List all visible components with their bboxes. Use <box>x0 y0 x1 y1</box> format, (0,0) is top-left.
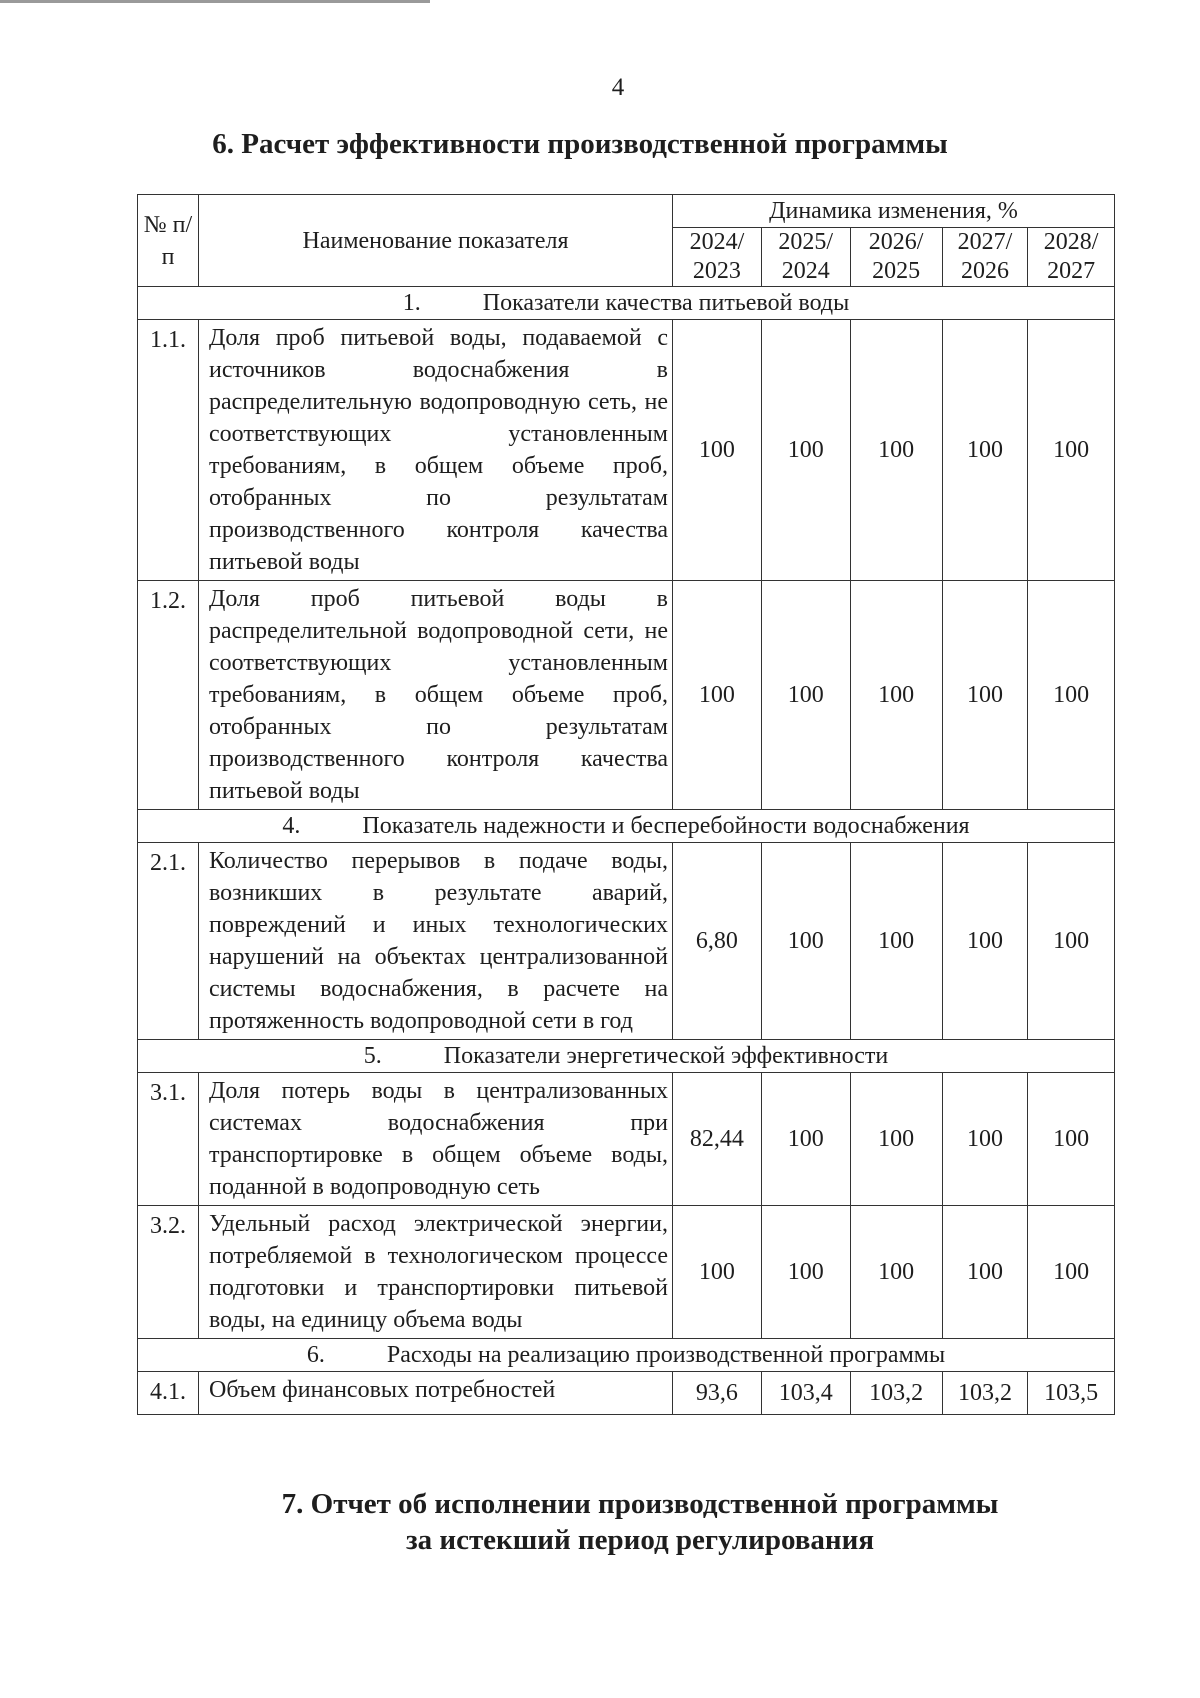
value-cell: 100 <box>1028 581 1115 810</box>
value-cell: 100 <box>673 1206 762 1339</box>
year-header: 2026/ 2025 <box>850 228 942 287</box>
value-cell: 103,5 <box>1028 1372 1115 1415</box>
value-cell: 103,4 <box>761 1372 850 1415</box>
group-number: 4. <box>282 813 301 839</box>
col-header-num: № п/п <box>138 195 199 287</box>
page-number: 4 <box>611 74 625 101</box>
table-body <box>138 195 1115 1415</box>
value-cell: 103,2 <box>942 1372 1028 1415</box>
row-number: 3.2. <box>138 1206 199 1339</box>
section-7-title-line-2: за истекший период регулирования <box>405 1524 875 1556</box>
section-7-title <box>0 1486 1200 1558</box>
value-cell: 100 <box>1028 843 1115 1040</box>
col-header-dynamics: Динамика изменения, % <box>673 195 1115 228</box>
value-cell: 100 <box>673 320 762 581</box>
section-7-title-line-1: 7. Отчет об исполнении производственной программы <box>281 1488 999 1520</box>
indicator-name: Доля проб питьевой воды, подаваемой с источников водоснабжения в распределительную водопроводную сеть, не соответствующих установленным требованиям, в общем объеме проб, отобранных по результатам производственного контроля качества питьевой воды <box>198 320 672 581</box>
value-cell: 100 <box>942 843 1028 1040</box>
table-row <box>138 320 1115 581</box>
value-cell: 100 <box>850 1206 942 1339</box>
value-cell: 100 <box>761 1206 850 1339</box>
year-header: 2027/ 2026 <box>942 228 1028 287</box>
indicator-name: Объем финансовых потребностей <box>198 1372 672 1415</box>
value-cell: 100 <box>761 843 850 1040</box>
group-row <box>138 287 1115 320</box>
value-cell: 100 <box>761 1073 850 1206</box>
group-title: Показатели энергетической эффективности <box>443 1043 889 1069</box>
group-row <box>138 1040 1115 1073</box>
group-heading <box>138 1040 1115 1073</box>
year-header: 2025/ 2024 <box>761 228 850 287</box>
value-cell: 100 <box>942 581 1028 810</box>
indicator-name: Доля потерь воды в централизованных системах водоснабжения при транспортировке в общем объеме воды, поданной в водопроводную сеть <box>198 1073 672 1206</box>
value-cell: 100 <box>1028 1073 1115 1206</box>
section-6-title: 6. Расчет эффективности производственной программы <box>212 128 948 160</box>
year-header: 2024/ 2023 <box>673 228 762 287</box>
value-cell: 103,2 <box>850 1372 942 1415</box>
efficiency-table <box>137 194 1115 1415</box>
group-title: Расходы на реализацию производственной программы <box>386 1342 946 1368</box>
group-number: 5. <box>363 1043 382 1069</box>
row-number: 4.1. <box>138 1372 199 1415</box>
group-row <box>138 1339 1115 1372</box>
table-row <box>138 581 1115 810</box>
indicator-name: Доля проб питьевой воды в распределительной водопроводной сети, не соответствующих установленным требованиям, в общем объеме проб, отобранных по результатам производственного контроля качества питьевой воды <box>198 581 672 810</box>
value-cell: 93,6 <box>673 1372 762 1415</box>
row-number: 1.2. <box>138 581 199 810</box>
group-number: 6. <box>306 1342 325 1368</box>
table-row <box>138 1206 1115 1339</box>
value-cell: 100 <box>761 320 850 581</box>
group-title: Показатель надежности и бесперебойности водоснабжения <box>362 813 970 839</box>
value-cell: 100 <box>942 320 1028 581</box>
value-cell: 100 <box>850 1073 942 1206</box>
row-number: 1.1. <box>138 320 199 581</box>
value-cell: 100 <box>942 1073 1028 1206</box>
header-row-1 <box>138 195 1115 228</box>
table-row <box>138 843 1115 1040</box>
group-number: 1. <box>402 290 421 316</box>
value-cell: 100 <box>673 581 762 810</box>
group-title: Показатели качества питьевой воды <box>482 290 850 316</box>
group-heading <box>138 287 1115 320</box>
table-row <box>138 1372 1115 1415</box>
value-cell: 100 <box>761 581 850 810</box>
scan-edge-mark <box>0 0 430 3</box>
value-cell: 100 <box>1028 1206 1115 1339</box>
indicator-name: Удельный расход электрической энергии, потребляемой в технологическом процессе подготовки и транспортировки питьевой воды, на единицу объема воды <box>198 1206 672 1339</box>
indicator-name: Количество перерывов в подаче воды, возникших в результате аварий, повреждений и иных технологических нарушений на объектах централизованной системы водоснабжения, в расчете на протяженность водопроводной сети в год <box>198 843 672 1040</box>
table-row <box>138 1073 1115 1206</box>
row-number: 2.1. <box>138 843 199 1040</box>
group-heading <box>138 810 1115 843</box>
value-cell: 100 <box>1028 320 1115 581</box>
group-row <box>138 810 1115 843</box>
group-heading <box>138 1339 1115 1372</box>
value-cell: 82,44 <box>673 1073 762 1206</box>
value-cell: 100 <box>850 843 942 1040</box>
value-cell: 100 <box>850 320 942 581</box>
col-header-name: Наименование показателя <box>198 195 672 287</box>
value-cell: 6,80 <box>673 843 762 1040</box>
year-header: 2028/ 2027 <box>1028 228 1115 287</box>
value-cell: 100 <box>850 581 942 810</box>
value-cell: 100 <box>942 1206 1028 1339</box>
row-number: 3.1. <box>138 1073 199 1206</box>
